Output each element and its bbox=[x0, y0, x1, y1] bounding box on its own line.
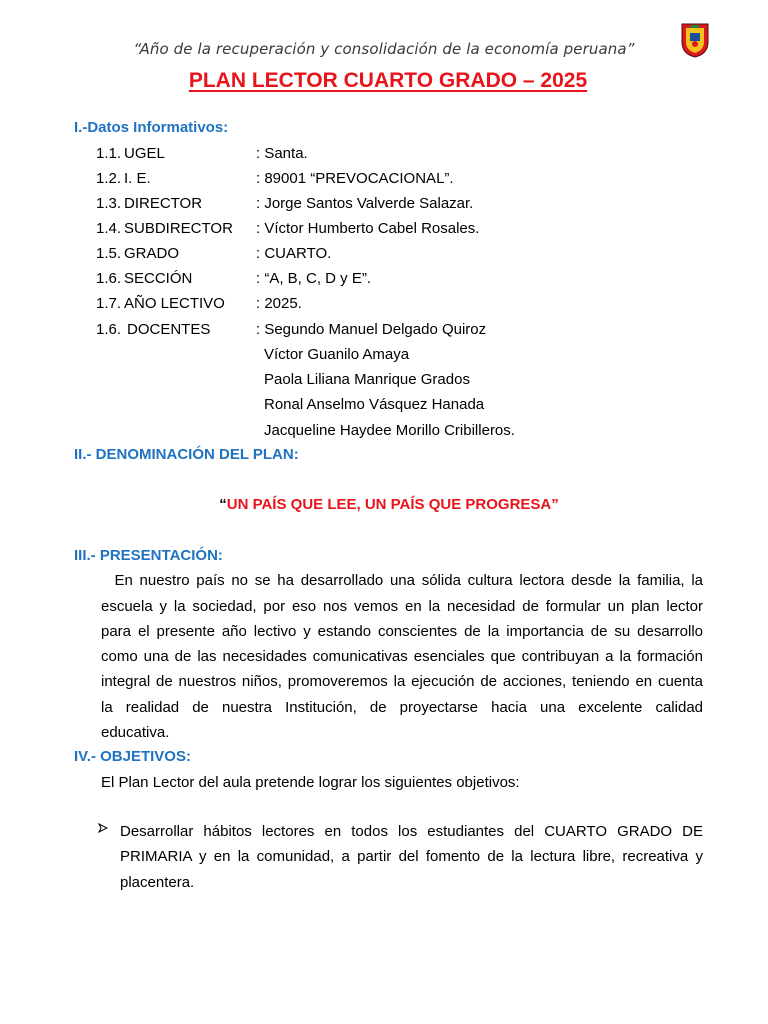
school-crest-icon bbox=[680, 22, 710, 58]
paragraph-line: la realidad de nuestra Institución, de proyectarse hacia una excelente calidad bbox=[101, 699, 703, 716]
teacher-name: Víctor Guanilo Amaya bbox=[264, 346, 410, 363]
plan-name-text: UN PAÍS QUE LEE, UN PAÍS QUE PROGRESA” bbox=[226, 496, 559, 513]
section-heading-datos: I.-Datos Informativos: bbox=[74, 119, 229, 136]
paragraph-line: escuela y la sociedad, por eso nos vemos en la necesidad de formular un plan lector bbox=[101, 598, 703, 615]
info-label: SUBDIRECTOR bbox=[124, 220, 233, 237]
info-value: : 89001 “PREVOCACIONAL”. bbox=[256, 170, 454, 187]
arrowhead-bullet-icon bbox=[98, 823, 108, 833]
info-number: 1.4. bbox=[96, 220, 122, 237]
objective-line: Desarrollar hábitos lectores en todos los estudiantes del CUARTO GRADO DE bbox=[120, 823, 703, 840]
info-value: : Santa. bbox=[256, 145, 308, 162]
info-number: 1.6. bbox=[96, 270, 122, 287]
plan-name bbox=[0, 496, 768, 513]
paragraph-line: En nuestro país no se ha desarrollado una sólida cultura lectora desde la familia, la bbox=[101, 572, 703, 589]
info-value: : CUARTO. bbox=[256, 245, 332, 262]
info-number: 1.6. bbox=[96, 321, 122, 338]
info-value: : “A, B, C, D y E”. bbox=[256, 270, 372, 287]
info-number: 1.3. bbox=[96, 195, 122, 212]
paragraph-line: como una de las necesidades comunicativas esenciales que contribuyan a la formación bbox=[101, 648, 703, 665]
info-value: : Segundo Manuel Delgado Quiroz bbox=[256, 321, 487, 338]
header-motto: “Año de la recuperación y consolidación de la economía peruana” bbox=[133, 40, 635, 58]
paragraph-line: integral de nuestros niños, promoveremos la ejecución de acciones, teniendo en cuenta bbox=[101, 673, 703, 690]
objetivos-intro: El Plan Lector del aula pretende lograr los siguientes objetivos: bbox=[101, 774, 520, 791]
info-label: AÑO LECTIVO bbox=[124, 295, 225, 312]
section-heading-denominacion: II.- DENOMINACIÓN DEL PLAN: bbox=[74, 446, 299, 463]
section-heading-objetivos: IV.- OBJETIVOS: bbox=[74, 748, 191, 765]
teacher-name: Ronal Anselmo Vásquez Hanada bbox=[264, 396, 485, 413]
info-label: GRADO bbox=[124, 245, 180, 262]
info-label: I. E. bbox=[124, 170, 151, 187]
info-number: 1.5. bbox=[96, 245, 122, 262]
info-value: : Víctor Humberto Cabel Rosales. bbox=[256, 220, 480, 237]
info-number: 1.7. bbox=[96, 295, 122, 312]
info-value: : 2025. bbox=[256, 295, 302, 312]
info-number: 1.2. bbox=[96, 170, 122, 187]
info-label: DIRECTOR bbox=[124, 195, 203, 212]
info-label: UGEL bbox=[124, 145, 165, 162]
info-value: : Jorge Santos Valverde Salazar. bbox=[256, 195, 474, 212]
paragraph-line: para el presente año lectivo y estando conscientes de la importancia de su desarrollo bbox=[101, 623, 703, 640]
document-title: PLAN LECTOR CUARTO GRADO – 2025 bbox=[188, 69, 588, 92]
info-label: DOCENTES bbox=[127, 321, 211, 338]
section-heading-presentacion: III.- PRESENTACIÓN: bbox=[74, 547, 223, 564]
info-number: 1.1. bbox=[96, 145, 122, 162]
objective-line: placentera. bbox=[120, 874, 195, 891]
objective-line: PRIMARIA y en la comunidad, a partir del fomento de la lectura libre, recreativa y bbox=[120, 848, 703, 865]
plan-name-open-quote: “ bbox=[219, 496, 227, 513]
teacher-name: Jacqueline Haydee Morillo Cribilleros. bbox=[264, 422, 515, 439]
info-label: SECCIÓN bbox=[124, 270, 193, 287]
teacher-name: Paola Liliana Manrique Grados bbox=[264, 371, 470, 388]
paragraph-line: educativa. bbox=[101, 724, 170, 741]
